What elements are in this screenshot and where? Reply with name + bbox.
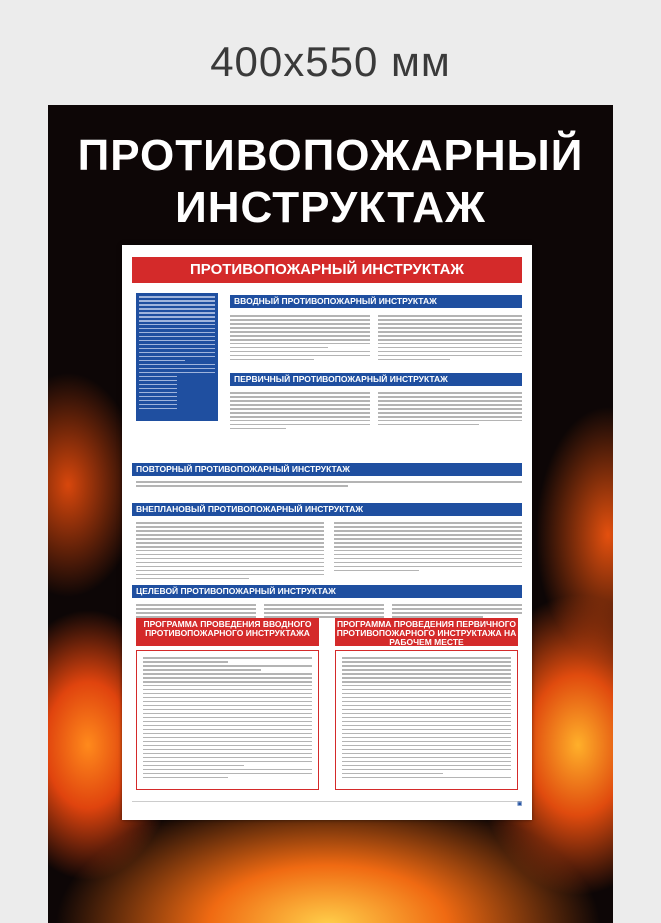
section-targeted-heading: ЦЕЛЕВОЙ ПРОТИВОПОЖАРНЫЙ ИНСТРУКТАЖ: [132, 585, 522, 598]
poster-title-line2: ИНСТРУКТАЖ: [175, 183, 486, 232]
document-header: ПРОТИВОПОЖАРНЫЙ ИНСТРУКТАЖ: [132, 257, 522, 283]
program-primary-box: [335, 650, 518, 790]
intro-text-block: [136, 293, 218, 421]
section-repeated-text: [136, 481, 522, 489]
program-introductory-box: [136, 650, 319, 790]
poster-size-label: 400x550 мм: [210, 38, 451, 85]
section-introductory-heading: ВВОДНЫЙ ПРОТИВОПОЖАРНЫЙ ИНСТРУКТАЖ: [230, 295, 522, 308]
poster-title-line1: ПРОТИВОПОЖАРНЫЙ: [77, 131, 584, 180]
section-primary-heading: ПЕРВИЧНЫЙ ПРОТИВОПОЖАРНЫЙ ИНСТРУКТАЖ: [230, 373, 522, 386]
program-introductory-heading: ПРОГРАММА ПРОВЕДЕНИЯ ВВОДНОГО ПРОТИВОПОЖАРНОГО ИНСТРУКТАЖА: [136, 618, 319, 646]
section-primary-text: [230, 392, 370, 432]
publisher-logo-icon: ▣: [517, 801, 522, 807]
section-unscheduled-heading: ВНЕПЛАНОВЫЙ ПРОТИВОПОЖАРНЫЙ ИНСТРУКТАЖ: [132, 503, 522, 516]
section-repeated-heading: ПОВТОРНЫЙ ПРОТИВОПОЖАРНЫЙ ИНСТРУКТАЖ: [132, 463, 522, 476]
section-unscheduled-text: [136, 522, 324, 582]
poster: [48, 105, 613, 923]
instruction-document: [122, 245, 532, 820]
document-footer: [132, 801, 522, 804]
program-primary-heading: ПРОГРАММА ПРОВЕДЕНИЯ ПЕРВИЧНОГО ПРОТИВОПОЖАРНОГО ИНСТРУКТАЖА НА РАБОЧЕМ МЕСТЕ: [336, 619, 517, 647]
section-introductory-text: [230, 315, 370, 363]
